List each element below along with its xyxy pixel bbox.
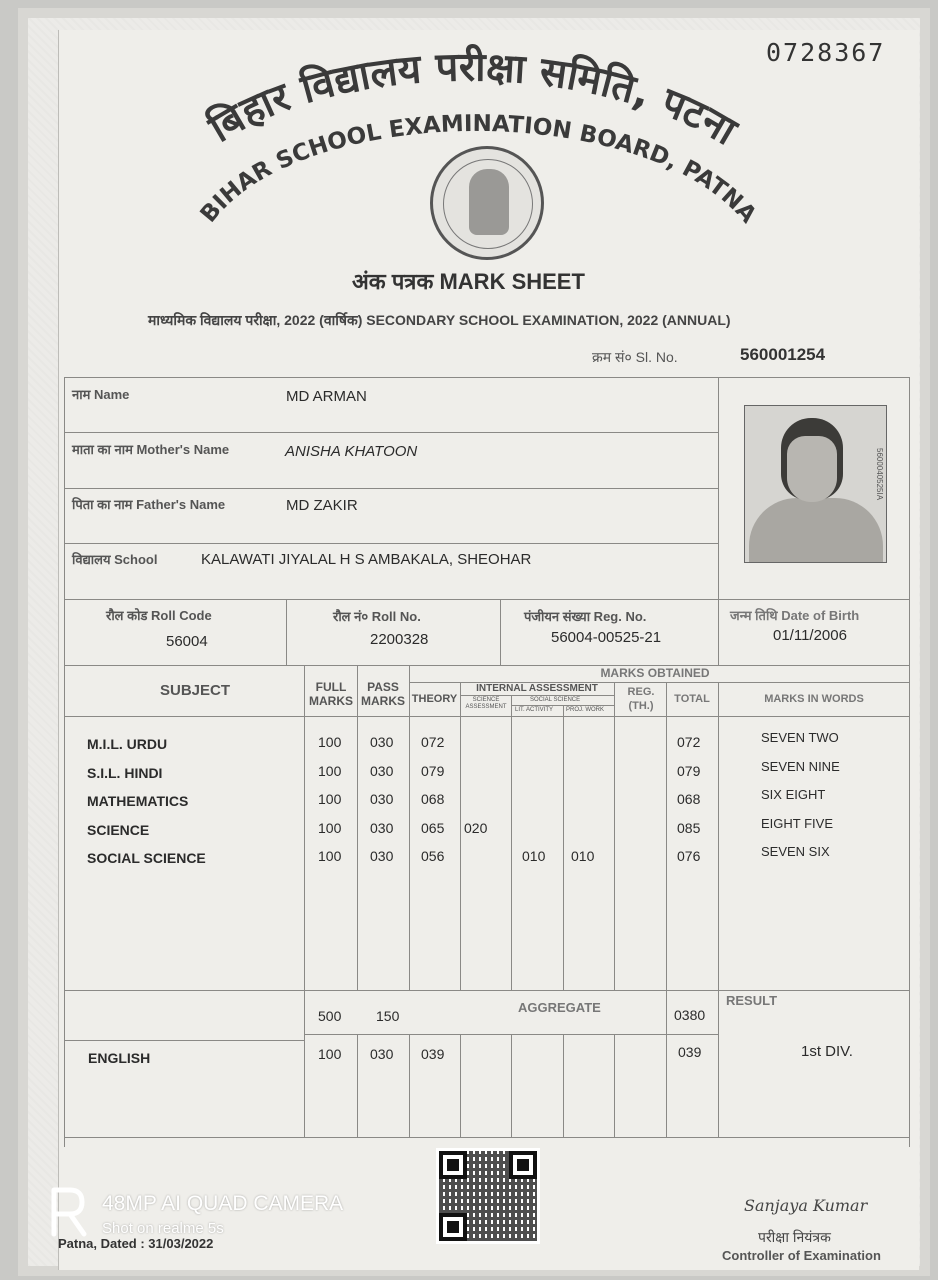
reg-no: 56004-00525-21 [551,629,662,646]
marks-in-words: SIX EIGHT [761,787,826,802]
sl-no-value: 560001254 [740,345,826,364]
controller-title-hindi: परीक्षा नियंत्रक [758,1229,831,1245]
camera-brand-logo-icon [48,1186,88,1240]
subject-sci-marks: 020 [464,820,488,836]
subject-total-marks: 079 [677,763,701,779]
school-label: विद्यालय School [72,552,158,567]
subject-proj-marks: 010 [571,848,595,864]
board-name-english: BIHAR SCHOOL EXAMINATION BOARD, PATNA [195,110,762,229]
date-of-issue: Patna, Dated : 31/03/2022 [58,1236,214,1251]
subject-pass-marks: 030 [370,820,394,836]
father-name-label: पिता का नाम Father's Name [72,497,226,512]
dob-label: जन्म तिथि Date of Birth [730,608,860,623]
subject-theory-marks: 065 [421,820,445,836]
subject-full-marks: 100 [318,763,342,779]
marksheet-title: अंक पत्रक MARK SHEET [352,269,585,294]
qr-code [436,1148,540,1244]
aggregate-full-marks: 500 [318,1008,342,1024]
aggregate-label: AGGREGATE [518,1000,601,1015]
additional-pass-marks: 030 [370,1046,394,1062]
photo-code: 5600040525IA [875,448,884,501]
mother-name-label: माता का नाम Mother's Name [72,442,230,457]
subject-full-marks: 100 [318,820,342,836]
subject-full-marks: 100 [318,734,342,750]
subject-total-marks: 085 [677,820,701,836]
date-of-birth: 01/11/2006 [773,627,847,644]
mother-name: ANISHA KHATOON [285,443,418,460]
pass-marks-header: PASS MARKS [361,680,405,708]
internal-assessment-header: INTERNAL ASSESSMENT [476,683,598,694]
result-label: RESULT [726,993,778,1008]
social-science-header: SOCIAL SCIENCE [530,697,581,703]
science-assessment-header: SCIENCE ASSESSMENT [465,697,507,710]
subject-name: MATHEMATICS [87,793,189,809]
camera-watermark-line1: 48MP AI QUAD CAMERA [102,1192,344,1215]
subject-header: SUBJECT [159,682,230,699]
subject-pass-marks: 030 [370,848,394,864]
subject-full-marks: 100 [318,791,342,807]
board-name-hindi: बिहार विद्यालय परीक्षा समिति, पटना [201,44,745,155]
proj-work-header: PROJ. WORK [566,707,605,713]
controller-signature: Sanjaya Kumar [744,1196,868,1215]
result-value: 1st DIV. [801,1043,853,1060]
subject-full-marks: 100 [318,848,342,864]
camera-watermark-line2: Shot on realme 5s [102,1220,224,1237]
sl-no-label: क्रम सं० Sl. No. [592,349,678,365]
aggregate-total: 0380 [674,1007,706,1023]
subject-theory-marks: 056 [421,848,445,864]
marks-in-words: SEVEN NINE [761,759,840,774]
subject-theory-marks: 079 [421,763,445,779]
subject-lit-marks: 010 [522,848,546,864]
roll-no-label: रौल नं० Roll No. [333,609,421,624]
subject-pass-marks: 030 [370,791,394,807]
serial-number: 0728367 [766,38,886,67]
reg-no-label: पंजीयन संख्या Reg. No. [524,609,647,624]
roll-no: 2200328 [370,631,429,648]
full-marks-header: FULL MARKS [309,680,353,708]
subject-name: M.I.L. URDU [87,736,168,752]
subject-name: SOCIAL SCIENCE [87,850,206,866]
subject-name: SCIENCE [87,822,150,838]
school-name: KALAWATI JIYALAL H S AMBAKALA, SHEOHAR [201,551,532,568]
student-name: MD ARMAN [286,388,367,405]
subject-total-marks: 076 [677,848,701,864]
student-photo [744,405,887,563]
father-name: MD ZAKIR [286,497,358,514]
marks-in-words: EIGHT FIVE [761,816,833,831]
roll-code-label: रौल कोड Roll Code [106,608,212,623]
name-label: नाम Name [72,387,130,402]
controller-title-english: Controller of Examination [722,1248,881,1263]
lit-activity-header: LIT. ACTIVITY [515,707,554,713]
subject-name: S.I.L. HINDI [87,765,163,781]
subject-pass-marks: 030 [370,734,394,750]
marks-in-words: SEVEN SIX [761,844,830,859]
marks-obtained-header: MARKS OBTAINED [600,666,710,680]
subject-theory-marks: 072 [421,734,445,750]
marks-in-words: SEVEN TWO [761,730,839,745]
subject-pass-marks: 030 [370,763,394,779]
reg-th-header: REG. (TH.) [627,686,655,712]
additional-subject-name: ENGLISH [88,1050,151,1066]
additional-theory: 039 [421,1046,445,1062]
aggregate-pass-marks: 150 [376,1008,400,1024]
board-seal-emblem [430,146,544,260]
subject-total-marks: 072 [677,734,701,750]
roll-code: 56004 [166,633,208,650]
theory-header: THEORY [411,693,458,705]
additional-total: 039 [678,1044,702,1060]
subject-theory-marks: 068 [421,791,445,807]
subject-total-marks: 068 [677,791,701,807]
additional-full-marks: 100 [318,1046,342,1062]
exam-name: माध्यमिक विद्यालय परीक्षा, 2022 (वार्षिक) SECONDARY SCHOOL EXAMINATION, 2022 (ANNUAL) [148,312,731,328]
marks-in-words-header: MARKS IN WORDS [764,693,864,705]
total-header: TOTAL [674,693,710,705]
